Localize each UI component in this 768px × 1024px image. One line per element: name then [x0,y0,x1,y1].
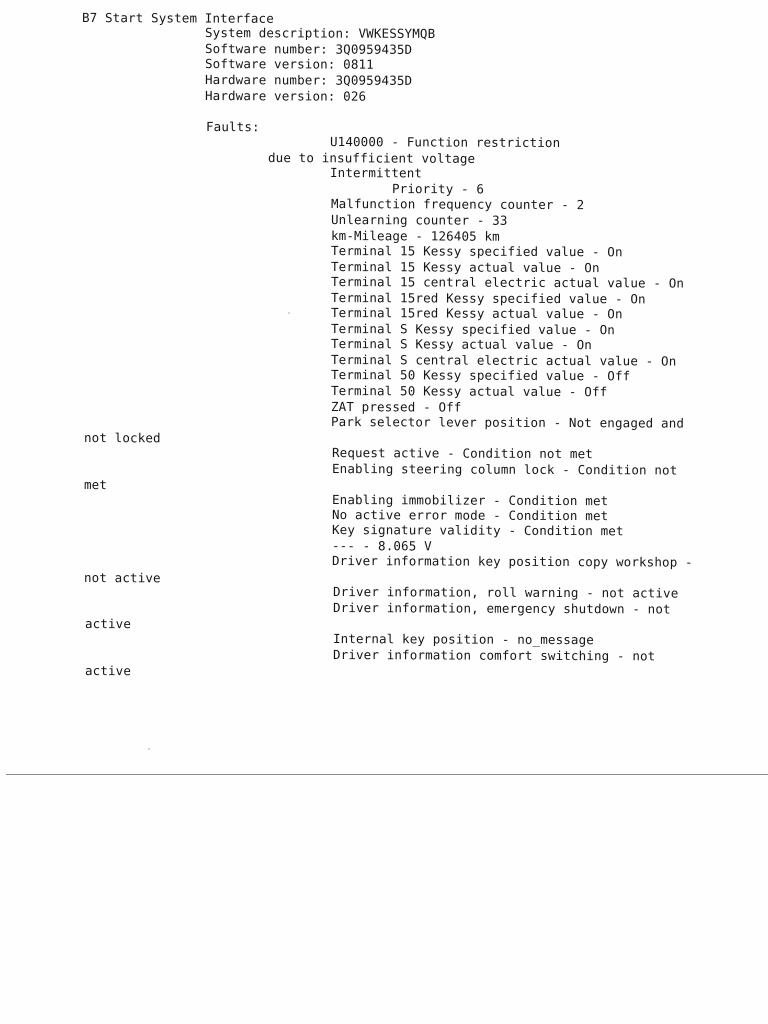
text-line: Driver information comfort switching - not [332,647,656,664]
text-line: active [84,663,132,679]
text-line: Software version: 0811 [204,56,374,72]
text-line: B7 Start System Interface [81,10,274,26]
text-line: due to insufficient voltage [267,150,476,166]
text-line: Terminal 15 central electric actual value - On [330,274,685,291]
text-line: active [84,616,132,632]
text-line: Terminal 15 Kessy actual value - On [330,259,600,276]
text-line: Enabling steering column lock - Condition not [331,461,678,478]
text-line: Terminal S Kessy specified value - On [330,321,616,338]
text-line: Unlearning counter - 33 [330,212,508,228]
text-line: Hardware version: 026 [204,88,367,104]
text-line: Terminal S Kessy actual value - On [330,336,593,353]
text-line: not locked [83,430,161,446]
text-line: Park selector lever position - Not engaged and [330,414,685,431]
text-line: Terminal 15red Kessy actual value - On [330,305,623,322]
header-dashed-rule-short [470,0,548,8]
text-line: Hardware number: 3Q0959435D [204,72,413,88]
scan-speck [288,312,290,314]
text-line: Enabling immobilizer - Condition met [331,492,609,509]
text-line: System description: VWKESSYMQB [204,25,436,42]
text-line: Driver information, emergency shutdown - not [332,600,671,617]
text-line: Terminal 15 Kessy specified value - On [330,243,623,260]
text-line: km-Mileage - 126405 km [330,228,500,244]
text-line: Faults: [205,119,260,135]
page-bottom-edge [6,774,768,775]
text-line: Driver information, roll warning - not active [332,584,679,601]
text-line: No active error mode - Condition met [331,507,609,524]
scan-speck [148,748,150,750]
text-line: Terminal S central electric actual value - On [330,352,677,369]
text-line: Malfunction frequency counter - 2 [330,196,585,213]
text-line: Key signature validity - Condition met [331,522,624,539]
text-line: Driver information key position copy workshop - [331,553,693,570]
text-line: Terminal 50 Kessy actual value - Off [330,383,608,400]
text-line: ZAT pressed - Off [330,399,462,415]
text-line: U140000 - Function restriction [329,134,561,151]
text-line: not active [83,570,161,586]
text-line: Internal key position - no_message [332,631,595,648]
header-dashed-rule [82,0,462,8]
text-line: Terminal 50 Kessy specified value - Off [330,367,631,384]
text-line: Software number: 3Q0959435D [204,41,413,57]
text-line: Terminal 15red Kessy specified value - On [330,290,646,307]
text-line: Priority - 6 [391,181,485,197]
text-line: --- - 8.065 V [331,538,432,554]
text-line: met [83,477,108,493]
text-line: Intermittent [329,165,423,181]
text-line: Request active - Condition not met [331,445,594,462]
